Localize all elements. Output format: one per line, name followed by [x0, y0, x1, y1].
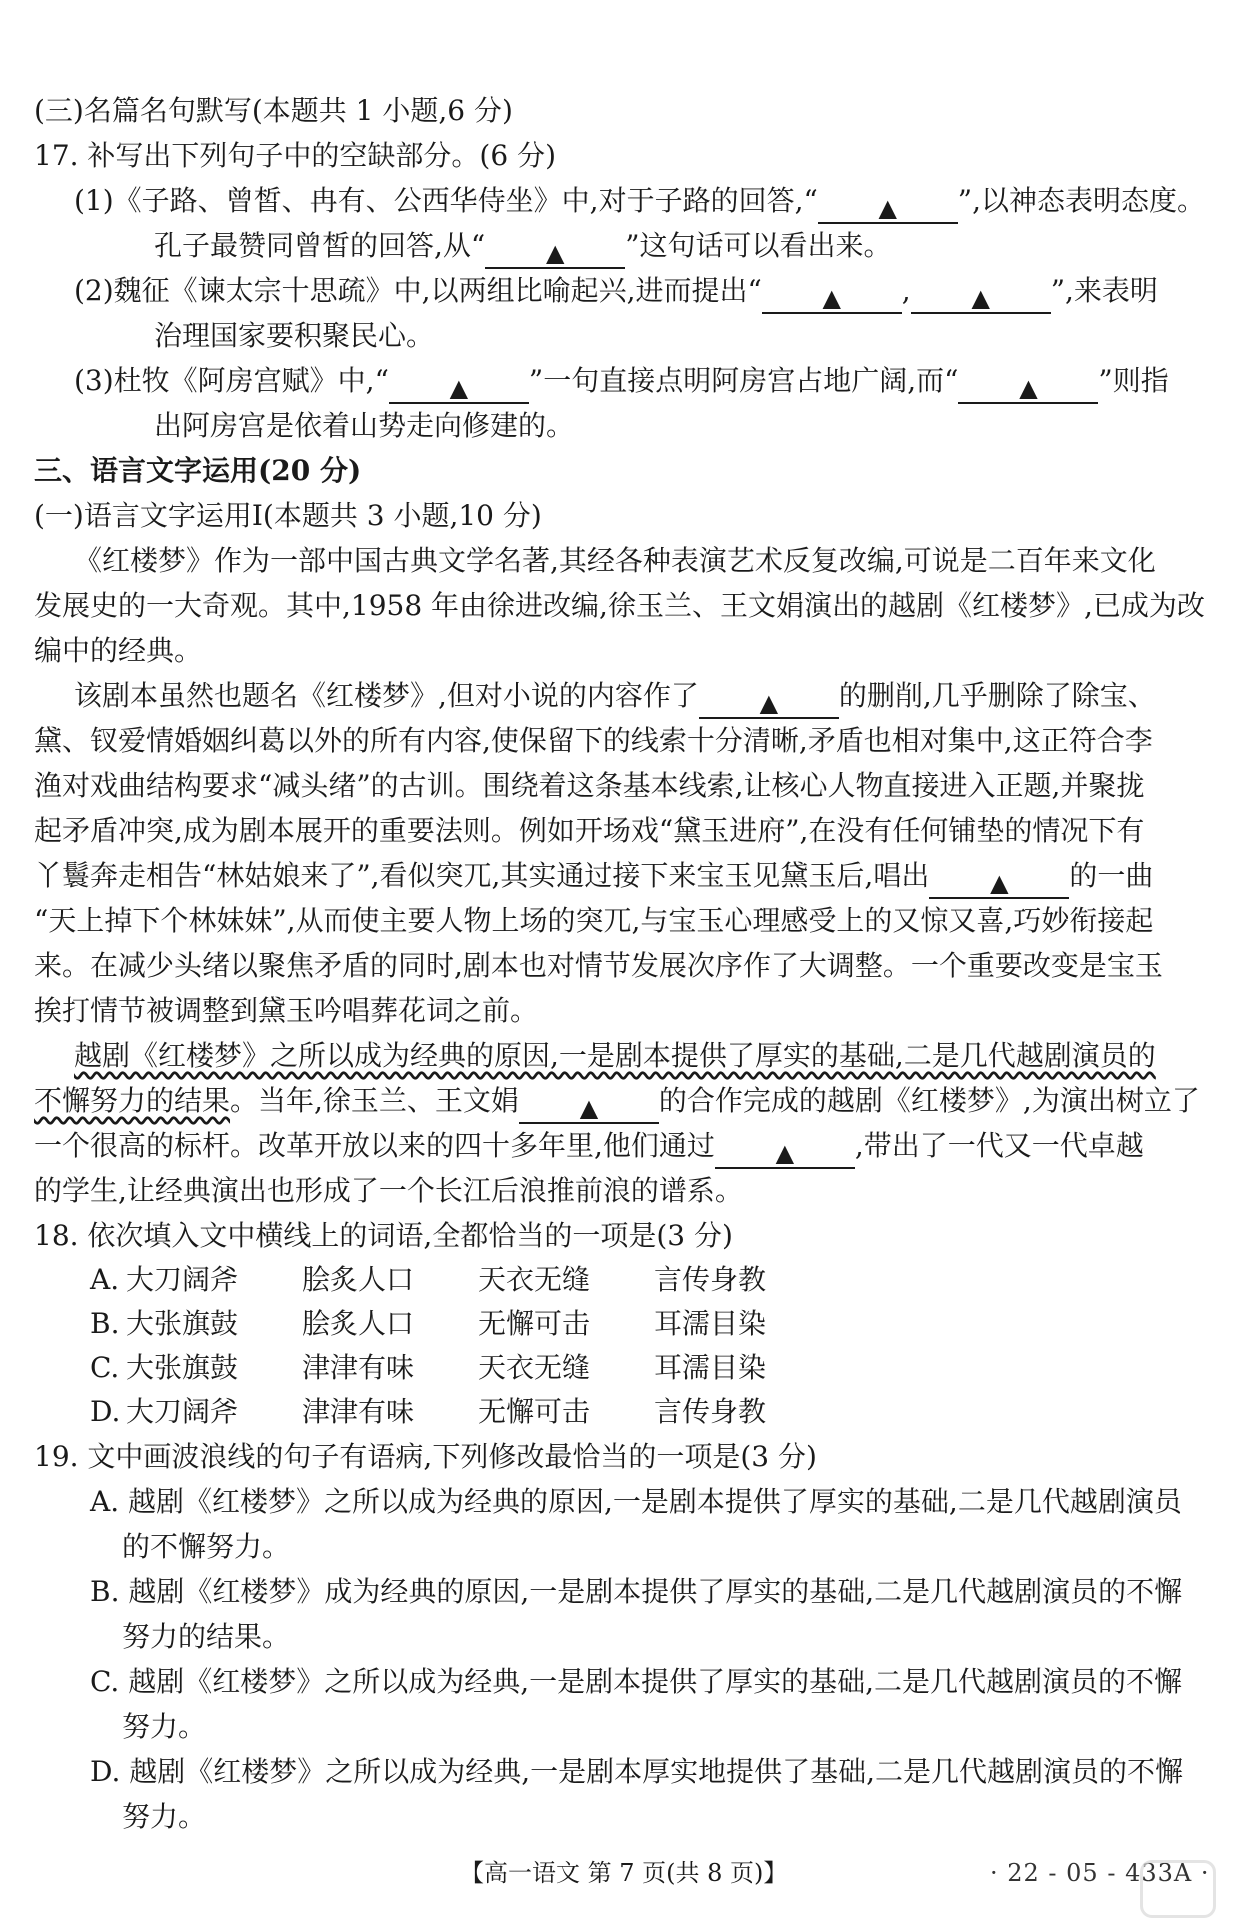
wavy-underlined-sentence: 不懈努力的结果	[34, 1084, 231, 1117]
answer-blank: ▲	[818, 192, 958, 224]
answer-blank: ▲	[485, 237, 625, 269]
passage-line: 不懈努力的结果。当年,徐玉兰、王文娟 ▲ 的合作完成的越剧《红楼梦》,为演出树立了	[34, 1084, 1200, 1122]
subsection-header: (一)语言文字运用Ⅰ(本题共 3 小题,10 分)	[34, 499, 542, 532]
q19-option-d-cont: 努力。	[122, 1800, 207, 1833]
passage-line: 一个很高的标杆。改革开放以来的四十多年里,他们通过 ▲ ,带出了一代又一代卓越	[34, 1129, 1144, 1167]
passage-line: 起矛盾冲突,成为剧本展开的重要法则。例如开场戏“黛玉进府”,在没有任何铺垫的情况下有	[34, 814, 1145, 847]
q18-option-a: A. 大刀阔斧 脍炙人口 天衣无缝 言传身教	[90, 1263, 767, 1296]
q19-option-a: A. 越剧《红楼梦》之所以成为经典的原因,一是剧本提供了厚实的基础,二是几代越剧演员	[90, 1485, 1182, 1518]
passage-line: 挨打情节被调整到黛玉吟唱葬花词之前。	[34, 994, 539, 1027]
exam-page	[34, 88, 1210, 1839]
watermark-logo-icon	[1140, 1860, 1216, 1918]
passage-line: 编中的经典。	[34, 634, 203, 667]
question-17-stem: 17. 补写出下列句子中的空缺部分。(6 分)	[34, 139, 556, 172]
q17-item-1-cont: 孔子最赞同曾皙的回答,从“ ▲ ”这句话可以看出来。	[154, 229, 892, 267]
wavy-underlined-sentence: 越剧《红楼梦》之所以成为经典的原因,一是剧本提供了厚实的基础,二是几代越剧演员的	[74, 1039, 1156, 1072]
q18-option-c: C. 大张旗鼓 津津有味 天衣无缝 耳濡目染	[90, 1351, 767, 1384]
answer-blank: ▲	[699, 687, 839, 719]
q17-item-2: (2)魏征《谏太宗十思疏》中,以两组比喻起兴,进而提出“ ▲ , ▲ ”,来表明	[74, 274, 1158, 312]
passage-line: 《红楼梦》作为一部中国古典文学名著,其经各种表演艺术反复改编,可说是二百年来文化	[74, 544, 1156, 577]
q18-option-b: B. 大张旗鼓 脍炙人口 无懈可击 耳濡目染	[90, 1307, 767, 1340]
answer-blank: ▲	[519, 1092, 659, 1124]
q17-item-3: (3)杜牧《阿房宫赋》中,“ ▲ ”一句直接点明阿房宫占地广阔,而“ ▲ ”则指	[74, 364, 1169, 402]
answer-blank: ▲	[715, 1137, 855, 1169]
answer-blank: ▲	[911, 282, 1051, 314]
question-18-stem: 18. 依次填入文中横线上的词语,全都恰当的一项是(3 分)	[34, 1219, 733, 1252]
passage-line: 的学生,让经典演出也形成了一个长江后浪推前浪的谱系。	[34, 1174, 743, 1207]
section-header: (三)名篇名句默写(本题共 1 小题,6 分)	[34, 94, 513, 127]
q18-option-d: D. 大刀阔斧 津津有味 无懈可击 言传身教	[90, 1395, 767, 1428]
exam-code: · 22 - 05 - 433A ·	[990, 1859, 1210, 1887]
passage-line: 丫鬟奔走相告“林姑娘来了”,看似突兀,其实通过接下来宝玉见黛玉后,唱出 ▲ 的一曲	[34, 859, 1154, 897]
passage-line: “天上掉下个林妹妹”,从而使主要人物上场的突兀,与宝玉心理感受上的又惊又喜,巧妙衔接起	[34, 904, 1154, 937]
passage-line: 黛、钗爱情婚姻纠葛以外的所有内容,使保留下的线索十分清晰,矛盾也相对集中,这正符合李	[34, 724, 1153, 757]
passage-line-wavy	[34, 1033, 1210, 1078]
q17-item-2-cont: 治理国家要积聚民心。	[154, 319, 435, 352]
q19-option-c: C. 越剧《红楼梦》之所以成为经典,一是剧本提供了厚实的基础,二是几代越剧演员的不懈	[90, 1665, 1183, 1698]
passage-line: 来。在减少头绪以聚焦矛盾的同时,剧本也对情节发展次序作了大调整。一个重要改变是宝玉	[34, 949, 1163, 982]
q19-option-b: B. 越剧《红楼梦》成为经典的原因,一是剧本提供了厚实的基础,二是几代越剧演员的不懈	[90, 1575, 1183, 1608]
q19-option-a-cont: 的不懈努力。	[122, 1530, 291, 1563]
answer-blank: ▲	[762, 282, 902, 314]
passage-line: 渔对戏曲结构要求“减头绪”的古训。围绕着这条基本线索,让核心人物直接进入正题,并聚拢	[34, 769, 1145, 802]
answer-blank: ▲	[929, 867, 1069, 899]
page-number: 【高一语文 第 7 页(共 8 页)】	[460, 1859, 788, 1887]
passage-line: 发展史的一大奇观。其中,1958 年由徐进改编,徐玉兰、王文娟演出的越剧《红楼梦》,已成为改	[34, 589, 1205, 622]
q17-item-1: (1)《子路、曾皙、冉有、公西华侍坐》中,对于子路的回答,“ ▲ ”,以神态表明态度。	[74, 184, 1205, 222]
part-header: 三、语言文字运用(20 分)	[34, 454, 362, 487]
q19-option-b-cont: 努力的结果。	[122, 1620, 291, 1653]
q19-option-d: D. 越剧《红楼梦》之所以成为经典,一是剧本厚实地提供了基础,二是几代越剧演员的不懈	[90, 1755, 1184, 1788]
q17-item-3-cont: 出阿房宫是依着山势走向修建的。	[154, 409, 575, 442]
answer-blank: ▲	[958, 372, 1098, 404]
q19-option-c-cont: 努力。	[122, 1710, 207, 1743]
page-footer	[0, 1853, 1244, 1893]
passage-line: 该剧本虽然也题名《红楼梦》,但对小说的内容作了 ▲ 的删削,几乎删除了除宝、	[74, 679, 1156, 717]
answer-blank: ▲	[389, 372, 529, 404]
question-19-stem: 19. 文中画波浪线的句子有语病,下列修改最恰当的一项是(3 分)	[34, 1440, 817, 1473]
